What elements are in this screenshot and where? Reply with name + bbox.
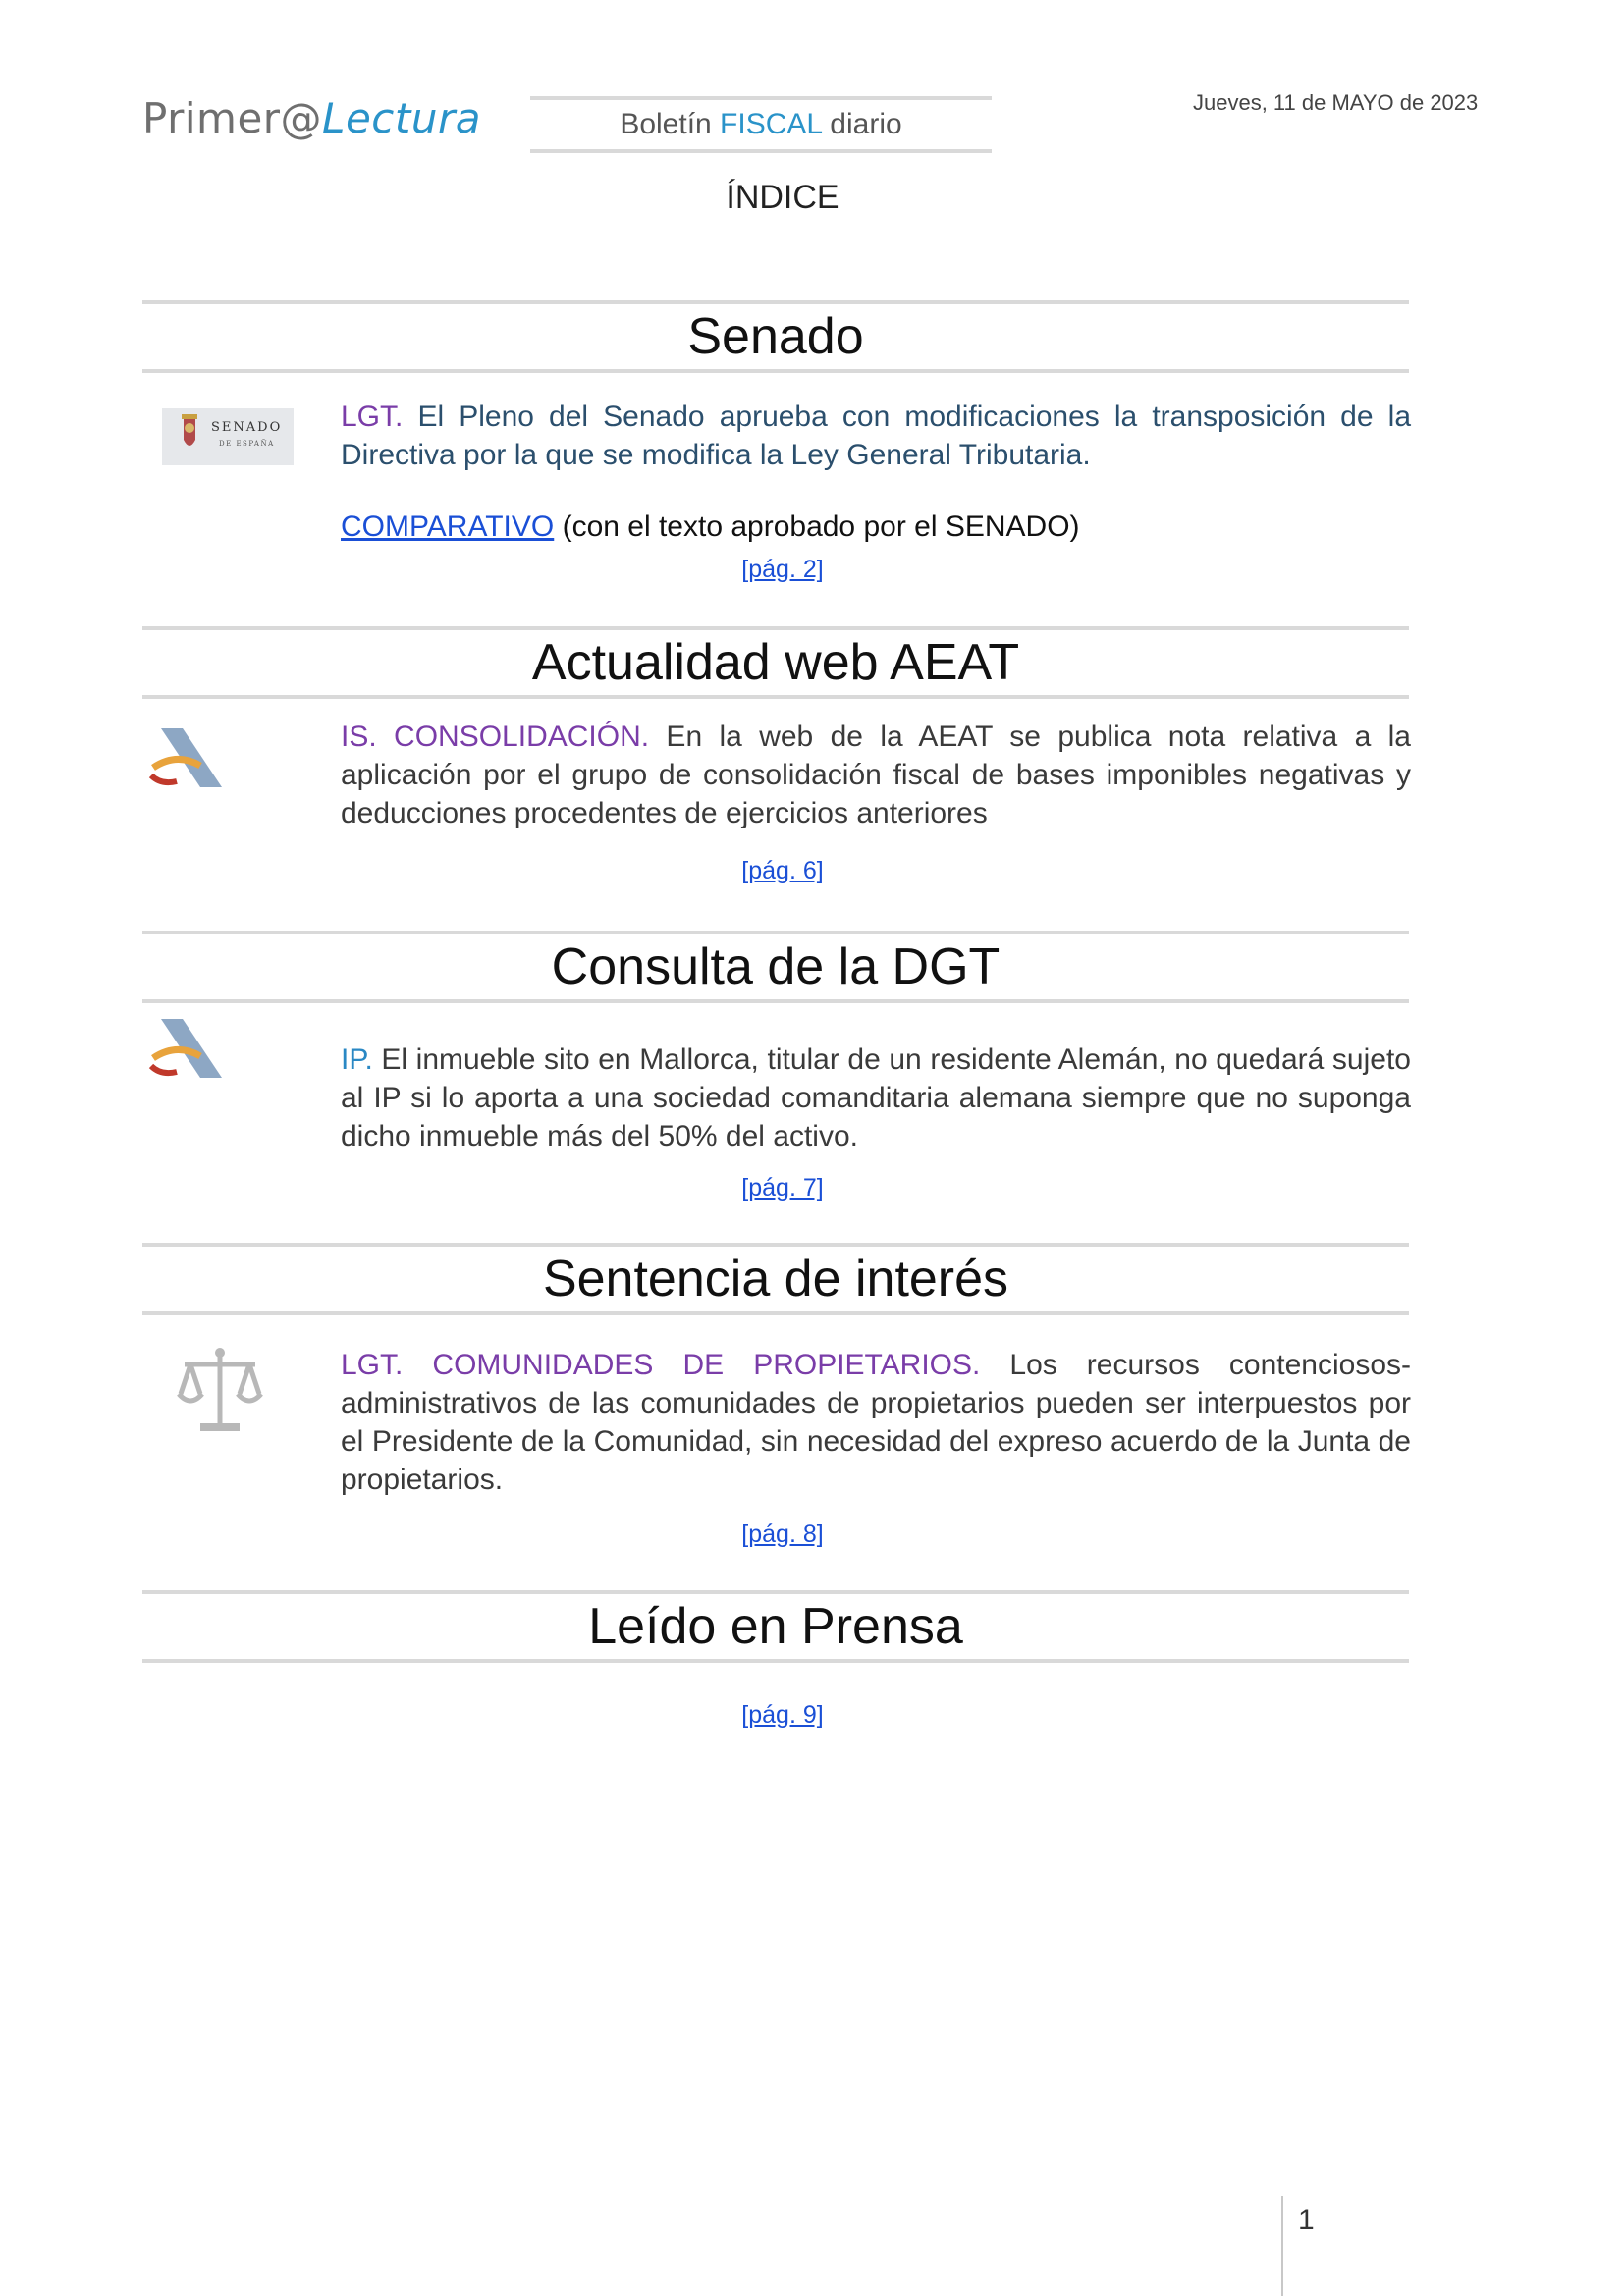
aeat-logo-icon [147,726,228,793]
footer-divider [1281,2196,1283,2296]
dgt-entry-tag: IP. [341,1043,373,1076]
page-link-9-text[interactable]: [pág. 9] [741,1701,824,1729]
page-link-8-text[interactable]: [pág. 8] [741,1521,824,1548]
senado-entry-text [341,398,1411,474]
aeat-logo-icon [147,1017,228,1084]
senado-entry-tag: LGT. [341,400,404,433]
aeat-entry-text [341,718,1411,832]
bulletin-title [530,96,992,153]
page-link-7-text[interactable]: [pág. 7] [741,1174,824,1201]
page-link-2-text[interactable]: [pág. 2] [741,556,824,583]
page-link-6 [0,857,1565,885]
section-title-consulta-dgt: Consulta de la DGT [142,931,1409,1003]
page-link-9 [0,1701,1565,1730]
senado-logo-sublabel: DE ESPAÑA [219,440,275,448]
page-number: 1 [1298,2204,1315,2236]
sentencia-entry-body: Los recursos contenciosos-administrativos de las comunidades de propietarios pueden ser interpuestos por el Presidente de la Comunidad, sin necesidad del expreso acuerdo de la Junta de propietarios. [341,1349,1411,1496]
dgt-entry-text [341,1041,1411,1155]
aeat-entry-tag: IS. CONSOLIDACIÓN. [341,721,650,753]
page-link-2 [0,556,1565,584]
issue-date: Jueves, 11 de MAYO de 2023 [1193,90,1479,115]
section-title-sentencia: Sentencia de interés [142,1243,1409,1315]
senado-logo-label: SENADO [211,420,283,435]
senado-de-espana-logo-icon [162,408,294,465]
logo-part1: Primer@ [142,94,323,142]
page-link-7 [0,1174,1565,1202]
section-title-actualidad-web-aeat: Actualidad web AEAT [142,626,1409,699]
logo-part2: Lectura [322,94,481,142]
dgt-entry-body: El inmueble sito en Mallorca, titular de un residente Alemán, no quedará sujeto al IP si lo aporta a una sociedad comanditaria alemana siempre que no suponga dicho inmueble más del 50% del activo. [341,1043,1411,1152]
primera-lectura-logo [142,94,481,142]
sentencia-entry-tag: LGT. COMUNIDADES DE PROPIETARIOS. [341,1349,981,1381]
index-title: ÍNDICE [726,179,839,216]
senado-crest-icon [162,408,294,465]
scales-of-justice-icon [175,1345,265,1437]
bulletin-fiscal: FISCAL [720,108,822,140]
page-link-8 [0,1521,1565,1549]
page-link-6-text[interactable]: [pág. 6] [741,857,824,884]
section-title-senado: Senado [142,300,1409,373]
aeat-entry-body: En la web de la AEAT se publica nota relativa a la aplicación por el grupo de consolidación fiscal de bases imponibles negativas y deducciones procedentes de ejercicios anteriores [341,721,1411,829]
sentencia-entry-text [341,1346,1411,1499]
bulletin-prefix: Boletín [620,108,721,140]
section-title-leido-prensa: Leído en Prensa [142,1590,1409,1663]
bulletin-suffix: diario [821,108,902,140]
comparativo-link[interactable]: COMPARATIVO [341,510,555,543]
senado-entry-body: El Pleno del Senado aprueba con modificaciones la transposición de la Directiva por la que se modifica la Ley General Tributaria. [341,400,1411,471]
comparativo-line [341,510,1080,544]
comparativo-note: (con el texto aprobado por el SENADO) [554,510,1080,543]
